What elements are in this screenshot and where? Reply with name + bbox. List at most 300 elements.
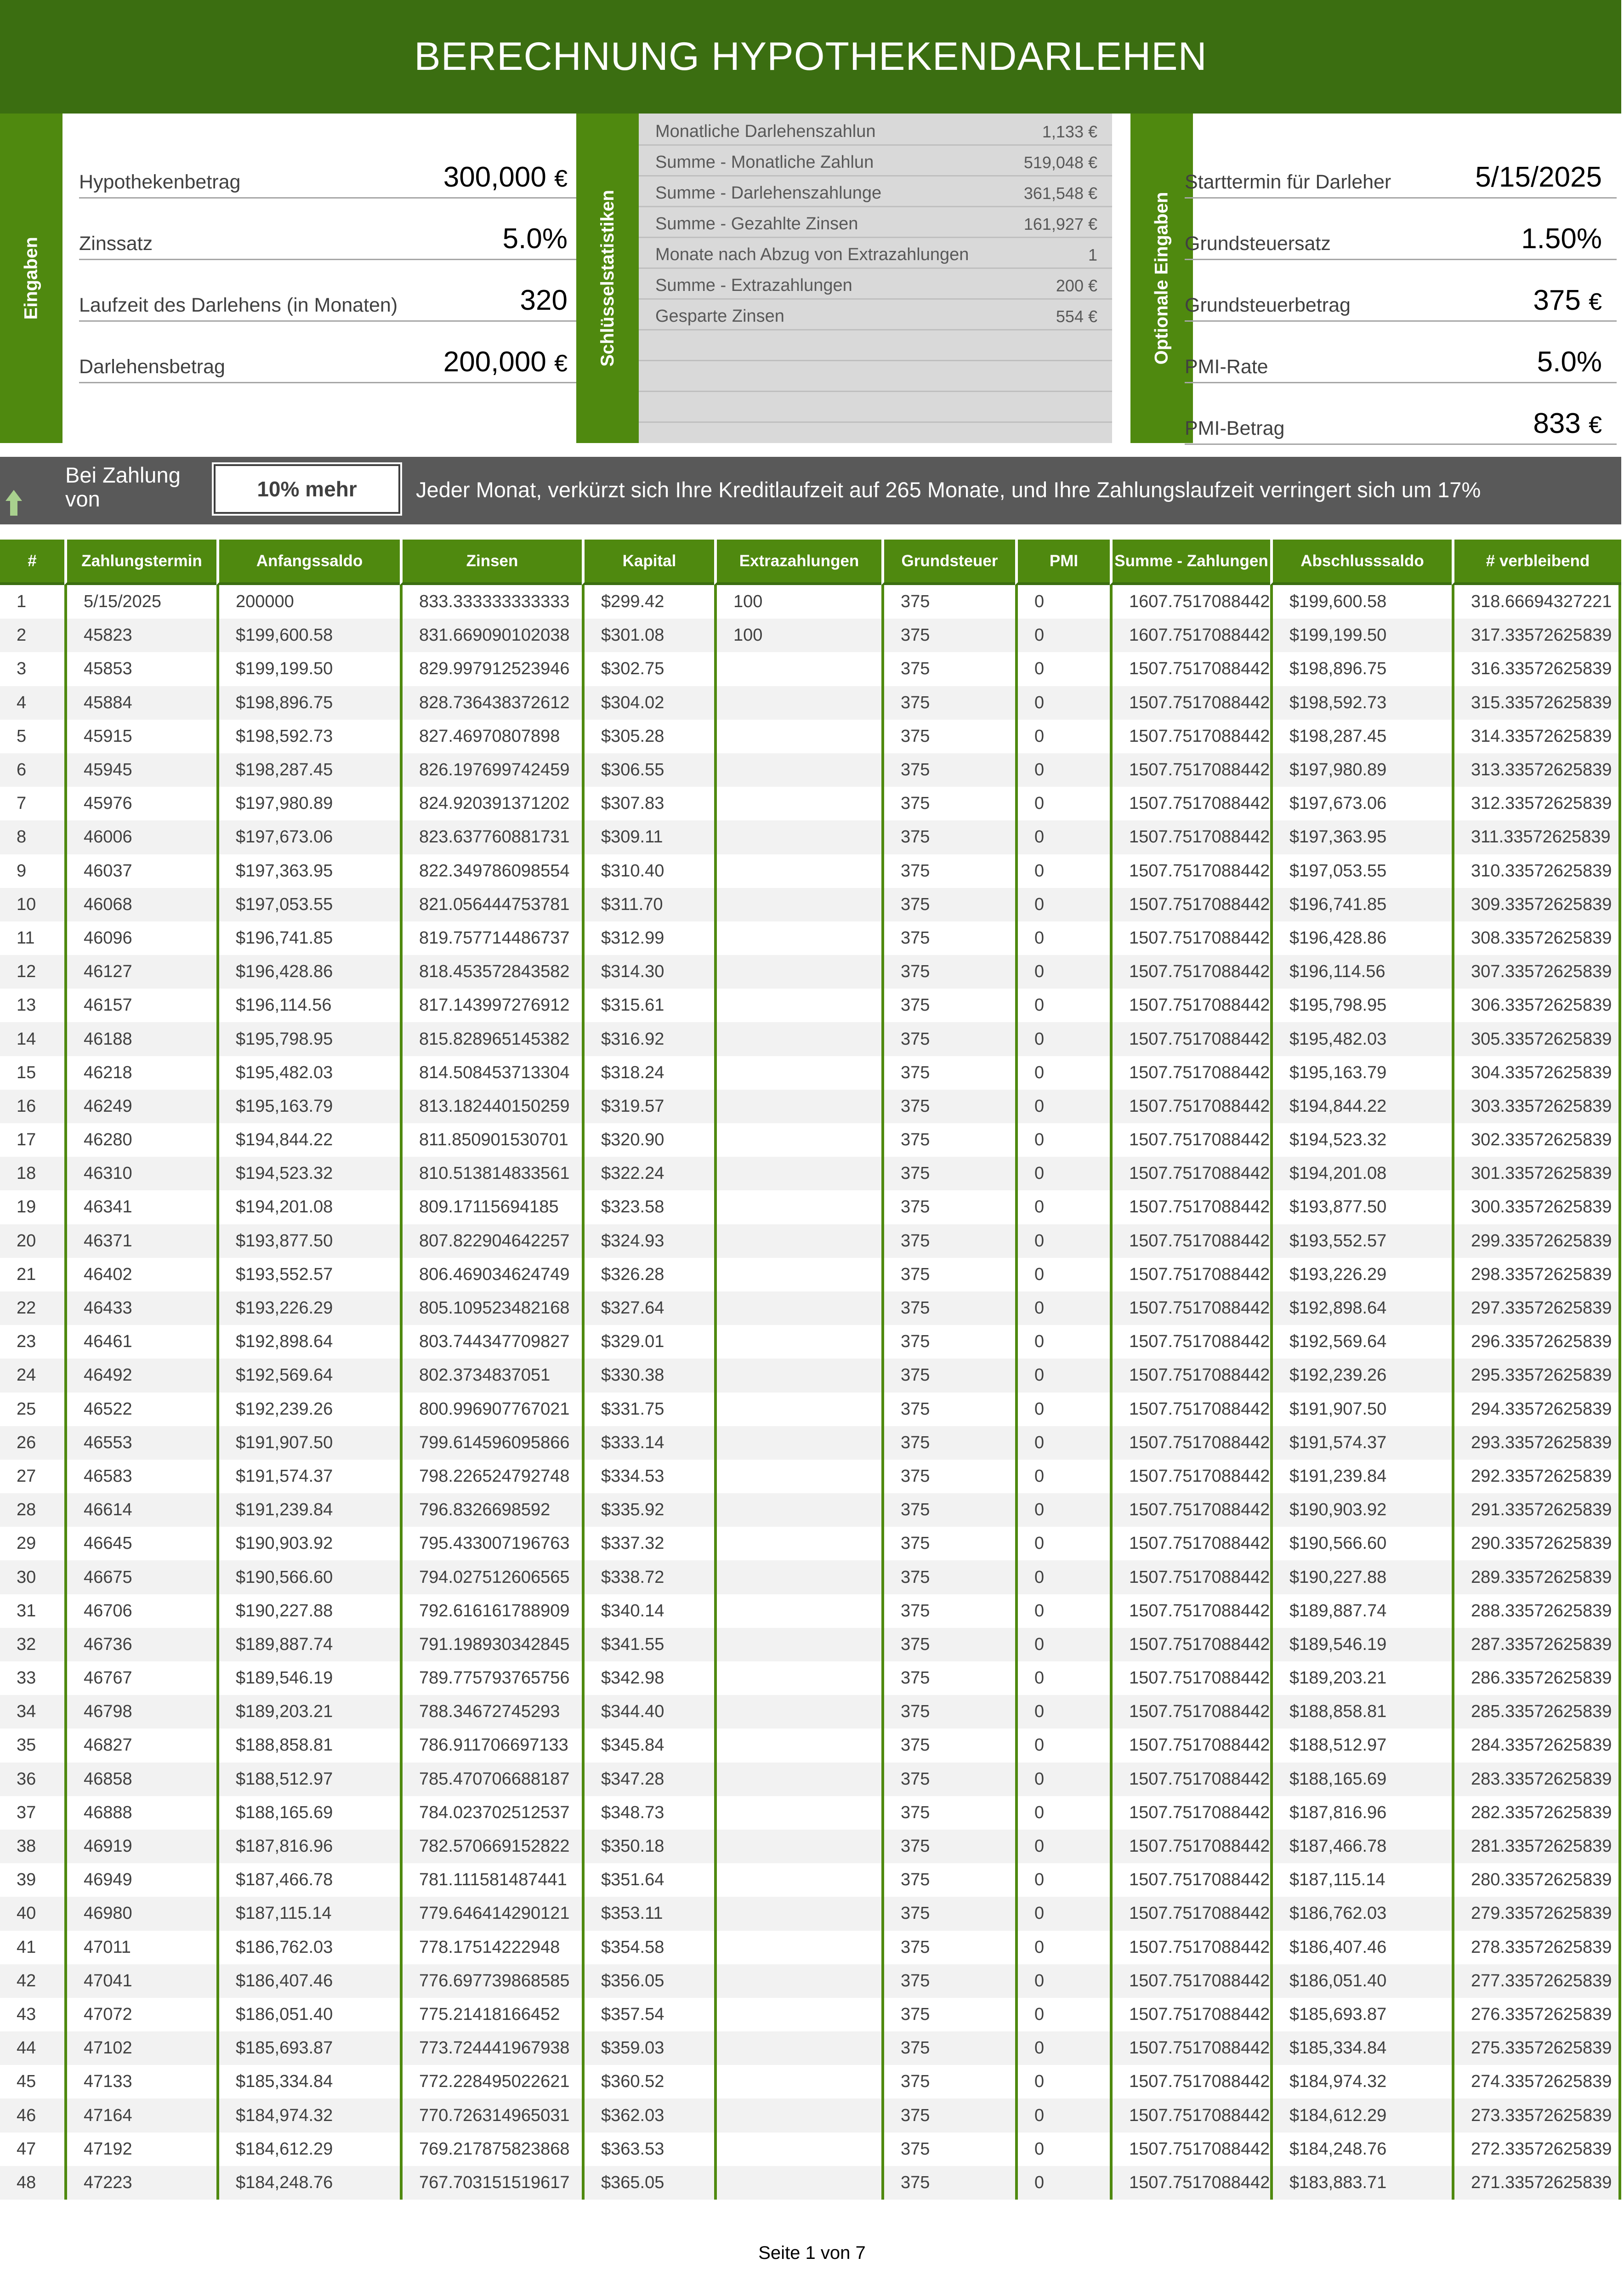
input-value[interactable] — [1521, 222, 1602, 255]
table-cell — [714, 686, 881, 720]
table-row — [0, 955, 1621, 989]
table-cell: $322.24 — [582, 1157, 714, 1190]
table-cell — [714, 1897, 881, 1930]
table-cell: 375 — [881, 619, 1015, 652]
stat-row — [639, 175, 1112, 207]
table-cell: 307.33572625839 — [1452, 955, 1621, 989]
table-cell: 46614 — [64, 1493, 216, 1527]
table-cell: 311.33572625839 — [1452, 820, 1621, 854]
table-cell: 46767 — [64, 1661, 216, 1695]
table-row — [0, 1628, 1621, 1661]
table-cell — [714, 1527, 881, 1560]
table-row — [0, 1695, 1621, 1729]
table-cell: 375 — [881, 1695, 1015, 1729]
table-cell: 811.850901530701 — [400, 1123, 582, 1157]
table-cell: 47011 — [64, 1931, 216, 1964]
table-cell: 375 — [881, 1527, 1015, 1560]
table-cell: $196,114.56 — [1270, 955, 1452, 989]
input-value-number: 5.0% — [502, 223, 568, 255]
table-row — [0, 989, 1621, 1022]
table-cell: 0 — [1015, 1493, 1110, 1527]
stat-row — [639, 237, 1112, 269]
table-cell: 11 — [17, 928, 35, 948]
table-cell: 1507.7517088442 — [1110, 1056, 1270, 1090]
table-cell: 813.182440150259 — [400, 1090, 582, 1123]
table-cell: 788.34672745293 — [400, 1695, 582, 1729]
table-cell: 36 — [0, 1763, 64, 1796]
table-cell — [714, 989, 881, 1022]
table-cell: 47072 — [64, 1998, 216, 2031]
table-cell: 0 — [1015, 1460, 1110, 1493]
table-cell: 375 — [881, 787, 1015, 820]
table-cell: 375 — [881, 1763, 1015, 1796]
table-cell: 272.33572625839 — [1452, 2133, 1621, 2166]
table-cell: $186,051.40 — [1270, 1964, 1452, 1998]
optional-section-title: Optionale Eingaben — [1151, 192, 1172, 365]
table-cell: 297.33572625839 — [1452, 1291, 1621, 1325]
table-cell — [714, 753, 881, 787]
table-cell: 375 — [881, 1157, 1015, 1190]
table-cell: 19 — [17, 1197, 36, 1217]
table-cell: 833.333333333333 — [400, 585, 582, 619]
table-row — [0, 1460, 1621, 1493]
input-value-number: 320 — [520, 284, 568, 316]
table-cell: 375 — [881, 1863, 1015, 1897]
table-cell: 817.143997276912 — [400, 989, 582, 1022]
table-cell: 46492 — [64, 1359, 216, 1392]
table-cell: 0 — [1015, 955, 1110, 989]
table-cell: $193,226.29 — [216, 1291, 400, 1325]
input-value[interactable] — [443, 161, 568, 193]
input-value[interactable] — [443, 346, 568, 378]
table-cell — [714, 1763, 881, 1796]
table-cell: 375 — [881, 1931, 1015, 1964]
table-cell — [714, 1661, 881, 1695]
stat-value: 161,927 € — [1023, 215, 1097, 233]
table-cell: 306.33572625839 — [1452, 989, 1621, 1022]
stat-label: Summe - Extrazahlungen — [655, 276, 852, 295]
table-cell: 0 — [1015, 1729, 1110, 1762]
table-row — [0, 1560, 1621, 1594]
input-value-number: 5/15/2025 — [1475, 161, 1602, 193]
table-cell: $335.92 — [582, 1493, 714, 1527]
table-row — [0, 2166, 1621, 2200]
table-cell: 1507.7517088442 — [1110, 1460, 1270, 1493]
table-cell: 279.33572625839 — [1452, 1897, 1621, 1930]
table-cell: 15 — [17, 1063, 36, 1082]
column-header[interactable]: Summe - Zahlungen — [1110, 540, 1270, 585]
table-cell: $195,482.03 — [1270, 1022, 1452, 1056]
input-value[interactable] — [1533, 407, 1602, 440]
table-cell: 293.33572625839 — [1452, 1426, 1621, 1460]
table-cell: 1507.7517088442 — [1110, 1863, 1270, 1897]
table-cell: 20 — [0, 1224, 64, 1258]
table-cell: 375 — [881, 1393, 1015, 1426]
table-cell: $190,903.92 — [216, 1527, 400, 1560]
table-cell: 375 — [881, 1493, 1015, 1527]
column-header[interactable]: Kapital — [582, 540, 714, 585]
table-cell: 0 — [1015, 2098, 1110, 2132]
table-cell: 38 — [0, 1830, 64, 1863]
table-cell: $189,546.19 — [216, 1661, 400, 1695]
table-cell: 0 — [1015, 1863, 1110, 1897]
table-cell: 47164 — [64, 2098, 216, 2132]
table-cell: 292.33572625839 — [1452, 1460, 1621, 1493]
table-cell: 0 — [1015, 1190, 1110, 1224]
input-value[interactable] — [1475, 161, 1602, 193]
table-cell: 823.637760881731 — [400, 820, 582, 854]
table-cell — [714, 888, 881, 921]
table-cell: $189,887.74 — [1270, 1594, 1452, 1628]
table-cell: 375 — [881, 1090, 1015, 1123]
input-value[interactable] — [503, 222, 568, 255]
table-cell — [714, 1393, 881, 1426]
table-cell: $359.03 — [582, 2031, 714, 2065]
stats-section-label — [576, 114, 639, 443]
stat-value: 361,548 € — [1023, 184, 1097, 203]
table-cell: $187,466.78 — [1270, 1830, 1452, 1863]
stat-row-empty — [639, 329, 1112, 361]
table-cell: 45823 — [64, 619, 216, 652]
table-cell — [714, 2031, 881, 2065]
table-cell: 0 — [1015, 1527, 1110, 1560]
table-cell: 25 — [17, 1399, 36, 1419]
column-header[interactable]: # — [0, 540, 64, 585]
table-cell: $341.55 — [582, 1628, 714, 1661]
table-cell: $192,239.26 — [216, 1393, 400, 1426]
table-row — [0, 652, 1621, 686]
table-cell: 375 — [881, 1022, 1015, 1056]
table-cell: 46068 — [64, 888, 216, 921]
table-cell: 1507.7517088442 — [1110, 1964, 1270, 1998]
table-cell: 42 — [0, 1964, 64, 1998]
table-cell: 5 — [17, 726, 27, 746]
table-row — [0, 2065, 1621, 2098]
table-cell: 46096 — [64, 921, 216, 955]
table-cell: 802.3734837051 — [400, 1359, 582, 1392]
table-cell: 814.508453713304 — [400, 1056, 582, 1090]
stat-value: 200 € — [1056, 276, 1097, 295]
table-cell: 0 — [1015, 1964, 1110, 1998]
table-cell: $198,592.73 — [216, 720, 400, 753]
table-cell: 273.33572625839 — [1452, 2098, 1621, 2132]
table-cell: 375 — [881, 1830, 1015, 1863]
table-cell: 46461 — [64, 1325, 216, 1359]
table-cell: 375 — [881, 1594, 1015, 1628]
extra-percentage-select[interactable]: 10% mehr — [214, 464, 400, 514]
table-cell: 375 — [881, 1291, 1015, 1325]
input-row — [79, 202, 582, 260]
table-cell: 831.669090102038 — [400, 619, 582, 652]
table-cell: $319.57 — [582, 1090, 714, 1123]
table-cell: $353.11 — [582, 1897, 714, 1930]
table-cell: 375 — [881, 854, 1015, 888]
table-cell: $195,798.95 — [1270, 989, 1452, 1022]
table-cell: $344.40 — [582, 1695, 714, 1729]
stat-label: Gesparte Zinsen — [655, 307, 784, 326]
table-cell: 299.33572625839 — [1452, 1224, 1621, 1258]
table-cell: 278.33572625839 — [1452, 1931, 1621, 1964]
table-cell: 301.33572625839 — [1452, 1157, 1621, 1190]
table-cell: 47192 — [64, 2133, 216, 2166]
stat-row — [639, 267, 1112, 300]
table-cell: $318.24 — [582, 1056, 714, 1090]
table-cell: $187,816.96 — [216, 1830, 400, 1863]
table-cell: $314.30 — [582, 955, 714, 989]
input-value[interactable] — [520, 284, 568, 317]
column-header[interactable]: Abschlusssaldo — [1270, 540, 1452, 585]
input-value[interactable] — [1537, 346, 1602, 378]
table-cell: 794.027512606565 — [400, 1560, 582, 1594]
table-row — [0, 1224, 1621, 1258]
table-row — [0, 1090, 1621, 1123]
table-cell: 375 — [881, 1729, 1015, 1762]
table-cell: 45884 — [64, 686, 216, 720]
table-cell: 100 — [714, 619, 881, 652]
input-value-number: 833 — [1533, 408, 1581, 439]
table-cell: 375 — [881, 2166, 1015, 2200]
table-cell: $186,407.46 — [1270, 1931, 1452, 1964]
table-cell: 822.349786098554 — [400, 854, 582, 888]
table-cell: 1507.7517088442 — [1110, 753, 1270, 787]
table-cell: 815.828965145382 — [400, 1022, 582, 1056]
table-row — [0, 820, 1621, 854]
table-cell: $337.32 — [582, 1527, 714, 1560]
table-cell: 46341 — [64, 1190, 216, 1224]
table-cell: 375 — [881, 1628, 1015, 1661]
table-cell: 775.21418166452 — [400, 1998, 582, 2031]
table-cell: 776.697739868585 — [400, 1964, 582, 1998]
table-cell: $188,165.69 — [216, 1796, 400, 1830]
page-title: BERECHNUNG HYPOTHEKENDARLEHEN — [414, 34, 1207, 79]
table-cell: $357.54 — [582, 1998, 714, 2031]
table-cell: $309.11 — [582, 820, 714, 854]
table-cell: 31 — [17, 1601, 36, 1621]
table-cell: $193,552.57 — [1270, 1224, 1452, 1258]
stat-row-empty — [639, 360, 1112, 392]
table-cell: 0 — [1015, 787, 1110, 820]
input-row — [1185, 140, 1617, 199]
table-row — [0, 1796, 1621, 1830]
input-value-unit: € — [554, 350, 568, 377]
table-cell: 1607.7517088442 — [1110, 585, 1270, 619]
table-cell: 46127 — [64, 955, 216, 989]
table-cell: 45915 — [64, 720, 216, 753]
table-cell: 0 — [1015, 2065, 1110, 2098]
table-cell: 13 — [17, 995, 36, 1015]
table-cell: 1507.7517088442 — [1110, 1763, 1270, 1796]
table-cell: 779.646414290121 — [400, 1897, 582, 1930]
table-cell: 1607.7517088442 — [1110, 619, 1270, 652]
table-header-row — [0, 540, 1621, 585]
table-cell: $348.73 — [582, 1796, 714, 1830]
column-header[interactable]: Zahlungstermin — [64, 540, 216, 585]
table-cell: 1507.7517088442 — [1110, 1695, 1270, 1729]
table-cell: 288.33572625839 — [1452, 1594, 1621, 1628]
column-header[interactable]: # verbleibend — [1452, 540, 1621, 585]
table-cell: 827.46970807898 — [400, 720, 582, 753]
amortization-table — [0, 540, 1621, 2200]
table-cell: 46280 — [64, 1123, 216, 1157]
table-cell: 0 — [1015, 1594, 1110, 1628]
table-cell: 1507.7517088442 — [1110, 1729, 1270, 1762]
table-cell: 0 — [1015, 1931, 1110, 1964]
table-cell: $304.02 — [582, 686, 714, 720]
table-cell: $185,693.87 — [1270, 1998, 1452, 2031]
input-value-number: 1.50% — [1521, 223, 1602, 255]
column-header[interactable]: Zinsen — [400, 540, 582, 585]
table-cell: 795.433007196763 — [400, 1527, 582, 1560]
table-cell: $184,974.32 — [216, 2098, 400, 2132]
stat-row — [639, 114, 1112, 146]
table-cell: 9 — [17, 861, 27, 881]
table-cell: 375 — [881, 1560, 1015, 1594]
table-cell: $185,693.87 — [216, 2031, 400, 2065]
input-row — [79, 263, 582, 322]
input-label: Grundsteuerbetrag — [1185, 294, 1351, 316]
table-cell: $365.05 — [582, 2166, 714, 2200]
table-cell: 0 — [1015, 1998, 1110, 2031]
table-cell: 44 — [0, 2031, 64, 2065]
table-cell: 375 — [881, 1224, 1015, 1258]
table-cell: 375 — [881, 753, 1015, 787]
table-cell: $354.58 — [582, 1931, 714, 1964]
table-cell: 300.33572625839 — [1452, 1190, 1621, 1224]
table-cell: $198,592.73 — [1270, 686, 1452, 720]
table-cell: 1507.7517088442 — [1110, 921, 1270, 955]
table-cell: $190,566.60 — [1270, 1527, 1452, 1560]
stats-section-title: Schlüsselstatistiken — [597, 190, 618, 367]
table-cell: 810.513814833561 — [400, 1157, 582, 1190]
table-row — [0, 1594, 1621, 1628]
table-cell: 290.33572625839 — [1452, 1527, 1621, 1560]
table-cell: 316.33572625839 — [1452, 652, 1621, 686]
table-cell: 46037 — [64, 854, 216, 888]
table-row — [0, 787, 1621, 820]
table-row — [0, 1493, 1621, 1527]
table-cell: 782.570669152822 — [400, 1830, 582, 1863]
table-cell: 283.33572625839 — [1452, 1763, 1621, 1796]
table-cell — [714, 1291, 881, 1325]
table-cell: 1507.7517088442 — [1110, 1897, 1270, 1930]
table-cell — [714, 2065, 881, 2098]
table-row — [0, 1964, 1621, 1998]
input-row — [79, 140, 582, 199]
stat-value: 1 — [1088, 245, 1097, 264]
column-header[interactable]: Extrazahlungen — [714, 540, 881, 585]
table-cell: 14 — [0, 1022, 64, 1056]
table-row — [0, 1830, 1621, 1863]
table-cell: $185,334.84 — [216, 2065, 400, 2098]
column-header[interactable]: Grundsteuer — [881, 540, 1015, 585]
table-cell: 1507.7517088442 — [1110, 686, 1270, 720]
table-cell: $193,877.50 — [216, 1224, 400, 1258]
table-cell: 0 — [1015, 1056, 1110, 1090]
table-cell: 291.33572625839 — [1452, 1493, 1621, 1527]
table-cell: 800.996907767021 — [400, 1393, 582, 1426]
input-label: Hypothekenbetrag — [79, 171, 241, 193]
table-cell: 305.33572625839 — [1452, 1022, 1621, 1056]
table-cell: 0 — [1015, 820, 1110, 854]
table-cell: 46522 — [64, 1393, 216, 1426]
input-label: Zinssatz — [79, 233, 153, 255]
table-cell: 792.616161788909 — [400, 1594, 582, 1628]
table-cell: 1 — [17, 592, 27, 612]
table-cell: 798.226524792748 — [400, 1460, 582, 1493]
table-cell: 1507.7517088442 — [1110, 1022, 1270, 1056]
table-cell: $197,363.95 — [216, 854, 400, 888]
input-label: Laufzeit des Darlehens (in Monaten) — [79, 294, 398, 316]
table-cell: 375 — [881, 1796, 1015, 1830]
table-cell: 0 — [1015, 1325, 1110, 1359]
table-cell: 375 — [881, 1964, 1015, 1998]
table-cell: $198,896.75 — [216, 686, 400, 720]
table-cell: $338.72 — [582, 1560, 714, 1594]
table-cell: 1507.7517088442 — [1110, 1157, 1270, 1190]
table-row — [0, 1527, 1621, 1560]
table-cell: $199,199.50 — [1270, 619, 1452, 652]
table-cell: $350.18 — [582, 1830, 714, 1863]
input-label: Darlehensbetrag — [79, 356, 225, 378]
table-cell: 0 — [1015, 1022, 1110, 1056]
table-cell: 21 — [17, 1264, 36, 1284]
table-cell: 773.724441967938 — [400, 2031, 582, 2065]
table-cell: $306.55 — [582, 753, 714, 787]
table-row — [0, 1931, 1621, 1964]
table-cell — [714, 854, 881, 888]
table-cell: 45 — [17, 2072, 36, 2092]
table-cell: 0 — [1015, 2166, 1110, 2200]
column-header[interactable]: PMI — [1015, 540, 1110, 585]
table-cell: 318.66694327221 — [1452, 585, 1621, 619]
table-cell: 1507.7517088442 — [1110, 888, 1270, 921]
table-cell: 375 — [881, 1056, 1015, 1090]
table-cell: 200000 — [216, 585, 400, 619]
table-cell: $310.40 — [582, 854, 714, 888]
table-cell: $195,163.79 — [1270, 1056, 1452, 1090]
table-cell: $192,569.64 — [216, 1359, 400, 1392]
table-cell: 271.33572625839 — [1452, 2166, 1621, 2200]
table-cell: 47041 — [64, 1964, 216, 1998]
table-cell: 1507.7517088442 — [1110, 1123, 1270, 1157]
table-cell: 806.469034624749 — [400, 1258, 582, 1291]
table-cell: 0 — [1015, 1763, 1110, 1796]
table-cell: 778.17514222948 — [400, 1931, 582, 1964]
table-cell: $347.28 — [582, 1763, 714, 1796]
table-cell: 7 — [17, 794, 27, 813]
table-cell: 285.33572625839 — [1452, 1695, 1621, 1729]
table-cell: $185,334.84 — [1270, 2031, 1452, 2065]
table-cell: $360.52 — [582, 2065, 714, 2098]
input-value[interactable] — [1533, 284, 1602, 317]
table-cell: 47223 — [64, 2166, 216, 2200]
table-cell: $197,980.89 — [216, 787, 400, 820]
table-cell: 375 — [881, 2133, 1015, 2166]
table-cell: 310.33572625839 — [1452, 854, 1621, 888]
table-cell: $323.58 — [582, 1190, 714, 1224]
table-cell: 29 — [17, 1534, 36, 1553]
table-cell — [714, 1022, 881, 1056]
column-header[interactable]: Anfangssaldo — [216, 540, 400, 585]
table-cell: $196,741.85 — [216, 921, 400, 955]
table-cell: 46858 — [64, 1763, 216, 1796]
table-cell: 46583 — [64, 1460, 216, 1493]
table-cell: 317.33572625839 — [1452, 619, 1621, 652]
table-cell: $324.93 — [582, 1224, 714, 1258]
table-cell: $194,844.22 — [216, 1123, 400, 1157]
table-cell: $299.42 — [582, 585, 714, 619]
table-cell: 375 — [881, 585, 1015, 619]
